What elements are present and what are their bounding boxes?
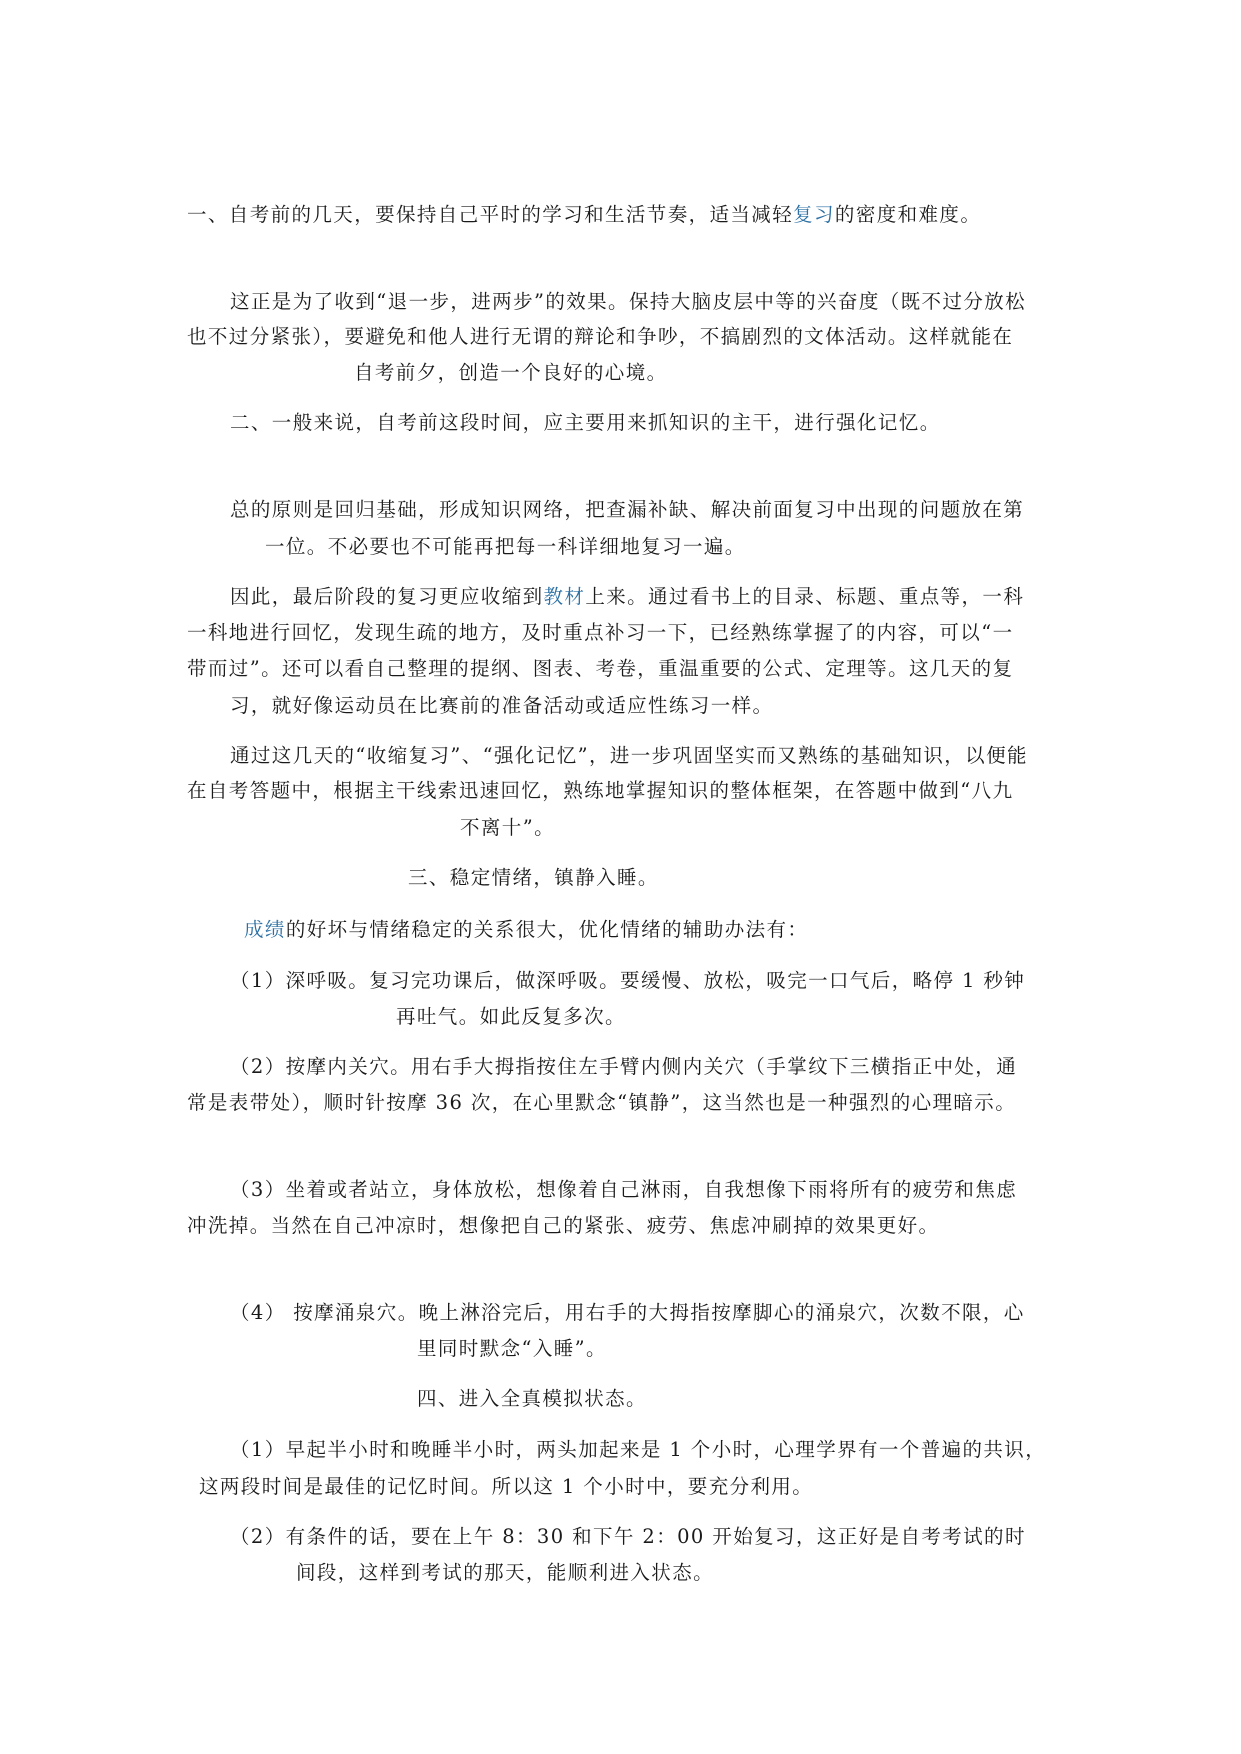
section4-item1-line: 这两段时间是最佳的记忆时间。所以这 1 个小时中，要充分利用。: [199, 1475, 814, 1498]
section2-para2-post: 上来。通过看书上的目录、标题、重点等，一科: [585, 585, 1025, 608]
section2-para1-line: 一位。不必要也不可能再把每一科详细地复习一遍。: [265, 535, 746, 558]
section3-item4-line: （4） 按摩涌泉穴。晚上淋浴完后，用右手的大拇指按摩脚心的涌泉穴，次数不限，心: [230, 1301, 1025, 1324]
section3-heading: 三、稳定情绪，镇静入睡。: [408, 866, 659, 889]
section3-item1-line: （1）深呼吸。复习完功课后，做深呼吸。要缓慢、放松，吸完一口气后，略停 1 秒钟: [230, 969, 1026, 992]
section4-item2-line: （2）有条件的话，要在上午 8：30 和下午 2：00 开始复习，这正好是自考考试的时: [230, 1525, 1026, 1548]
section3-intro: [244, 920, 808, 940]
section2-para2-line: 习，就好像运动员在比赛前的准备活动或适应性练习一样。: [230, 694, 774, 717]
section2-para2-line: 一科地进行回忆，发现生疏的地方，及时重点补习一下，已经熟练掌握了的内容，可以“一: [187, 621, 1014, 644]
section1-heading-pre: 一、自考前的几天，要保持自己平时的学习和生活节奏，适当减轻: [187, 203, 794, 226]
section3-intro-post: 的好坏与情绪稳定的关系很大，优化情绪的辅助办法有：: [285, 918, 809, 941]
section2-para1-line: 总的原则是回归基础，形成知识网络，把查漏补缺、解决前面复习中出现的问题放在第: [230, 498, 1025, 521]
section3-item3-line: （3）坐着或者站立，身体放松，想像着自己淋雨，自我想像下雨将所有的疲劳和焦虑: [230, 1178, 1018, 1201]
section3-item1-line: 再吐气。如此反复多次。: [396, 1005, 626, 1028]
section1-heading-post: 的密度和难度。: [834, 203, 982, 226]
section4-item2-line: 间段，这样到考试的那天，能顺利进入状态。: [296, 1561, 715, 1584]
section2-para3-line: 不离十”。: [460, 816, 555, 839]
section2-para3-line: 通过这几天的“收缩复习”、“强化记忆”，进一步巩固坚实而又熟练的基础知识，以便能: [230, 744, 1028, 767]
section1-heading: [187, 205, 981, 225]
section4-heading: 四、进入全真模拟状态。: [417, 1387, 647, 1410]
section4-item1-line: （1）早起半小时和晚睡半小时，两头加起来是 1 个小时，心理学界有一个普遍的共识，: [230, 1438, 1047, 1461]
section3-item4-line: 里同时默念“入睡”。: [417, 1337, 607, 1360]
section2-para2-pre: 因此，最后阶段的复习更应收缩到: [230, 585, 544, 608]
section3-item2-line: 常是表带处），顺时针按摩 36 次，在心里默念“镇静”，这当然也是一种强烈的心理暗示。: [187, 1091, 1017, 1114]
section1-para1-line: 也不过分紧张），要避免和他人进行无谓的辩论和争吵，不搞剧烈的文体活动。这样就能在: [187, 325, 1014, 348]
section3-item3-line: 冲洗掉。当然在自己冲凉时，想像把自己的紧张、疲劳、焦虑冲刷掉的效果更好。: [187, 1214, 940, 1237]
section2-para2-line: 带而过”。还可以看自己整理的提纲、图表、考卷，重温重要的公式、定理等。这几天的复: [187, 657, 1014, 680]
section2-para3-line: 在自考答题中，根据主干线索迅速回忆，熟练地掌握知识的整体框架，在答题中做到“八九: [187, 779, 1014, 802]
textbook-link[interactable]: 教材: [543, 585, 586, 608]
grades-link[interactable]: 成绩: [244, 918, 286, 941]
review-link[interactable]: 复习: [793, 203, 835, 226]
section2-para2-line: [230, 587, 1024, 607]
section3-item2-line: （2）按摩内关穴。用右手大拇指按住左手臂内侧内关穴（手掌纹下三横指正中处，通: [230, 1055, 1018, 1078]
section2-heading: 二、一般来说，自考前这段时间，应主要用来抓知识的主干，进行强化记忆。: [230, 411, 941, 434]
section1-para1-line: 这正是为了收到“退一步，进两步”的效果。保持大脑皮层中等的兴奋度（既不过分放松: [230, 290, 1027, 313]
section1-para1-line: 自考前夕，创造一个良好的心境。: [354, 361, 668, 384]
